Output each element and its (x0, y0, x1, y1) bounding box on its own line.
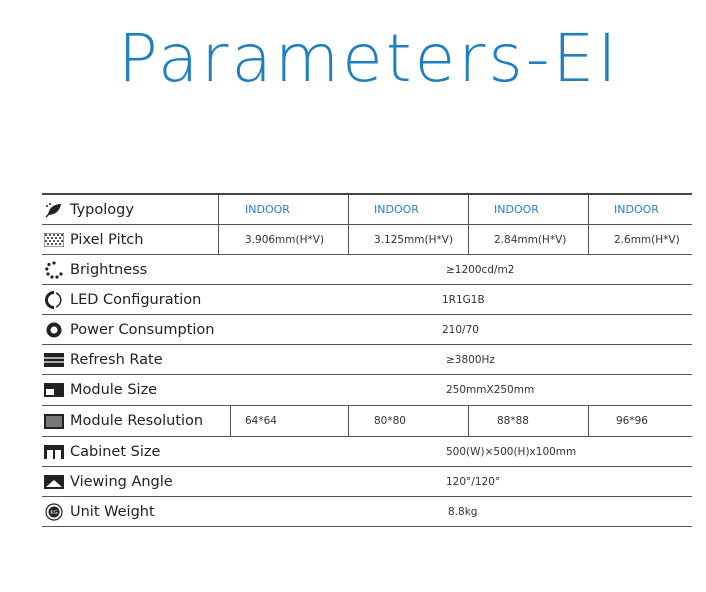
table-row (42, 225, 692, 255)
table-row (42, 437, 692, 467)
led-ring-icon (44, 291, 64, 309)
cell-value: 1R1G1B (442, 293, 485, 306)
row-label-text: Typology (70, 201, 134, 218)
row-label-text: Viewing Angle (70, 473, 173, 490)
table-row (42, 345, 692, 375)
cell-value: 500(W)×500(H)x100mm (446, 445, 577, 458)
cell-value: 120°/120° (446, 475, 501, 488)
row-label (42, 497, 218, 526)
table-row (42, 375, 692, 406)
row-label (42, 437, 218, 466)
cell-value: INDOOR (494, 203, 539, 216)
row-label (42, 315, 218, 344)
row-label-text: LED Configuration (70, 291, 202, 308)
power-icon (44, 321, 64, 339)
cell-value: 250mmX250mm (446, 384, 535, 396)
row-label-text: Brightness (70, 261, 148, 278)
table-row (42, 285, 692, 315)
cell-value: INDOOR (245, 203, 290, 216)
cell-value: INDOOR (374, 203, 419, 216)
table-row (42, 315, 692, 345)
weight-icon (44, 503, 64, 521)
cell-value: 88*88 (497, 415, 529, 427)
row-label (42, 225, 218, 254)
table-row (42, 195, 692, 225)
row-label (42, 467, 218, 496)
row-label (42, 345, 218, 374)
row-label-text: Module Size (70, 382, 158, 398)
cell-value: 3.125mm(H*V) (374, 233, 454, 246)
cabinet-icon (44, 443, 64, 461)
row-label-text: Module Resolution (70, 413, 204, 429)
cell-value: 64*64 (245, 415, 277, 427)
cell-value: ≥1200cd/m2 (446, 263, 515, 276)
table-row (42, 406, 692, 437)
row-label-text: Cabinet Size (70, 443, 161, 460)
row-label (42, 285, 218, 314)
cell-value: 80*80 (374, 415, 406, 427)
row-label-text: Refresh Rate (70, 351, 163, 368)
cell-value: 3.906mm(H*V) (245, 233, 325, 246)
cell-value: 2.6mm(H*V) (614, 233, 680, 246)
row-label (42, 406, 218, 436)
page-title: Parameters-EI (118, 20, 620, 97)
table-row (42, 467, 692, 497)
cell-value: 2.84mm(H*V) (494, 233, 567, 246)
cell-value: 210/70 (442, 323, 479, 336)
row-label (42, 375, 218, 405)
cell-value: 8.8kg (448, 505, 478, 518)
refresh-icon (44, 351, 64, 369)
cell-value: ≥3800Hz (446, 353, 495, 366)
row-label-text: Unit Weight (70, 503, 155, 520)
pixel-grid-icon (44, 231, 64, 249)
viewing-angle-icon (44, 473, 64, 491)
cell-value: INDOOR (614, 203, 659, 216)
table-row (42, 497, 692, 527)
row-label (42, 255, 218, 284)
module-size-icon (44, 381, 64, 399)
module-resolution-icon (44, 412, 64, 430)
row-label-text: Pixel Pitch (70, 231, 144, 248)
brightness-icon (44, 261, 64, 279)
svg-text:KG: KG (50, 509, 58, 516)
parameters-table (42, 193, 692, 527)
cell-value: 96*96 (616, 415, 648, 427)
table-row (42, 255, 692, 285)
leaf-icon (44, 201, 64, 219)
row-label (42, 195, 218, 224)
row-label-text: Power Consumption (70, 321, 215, 338)
